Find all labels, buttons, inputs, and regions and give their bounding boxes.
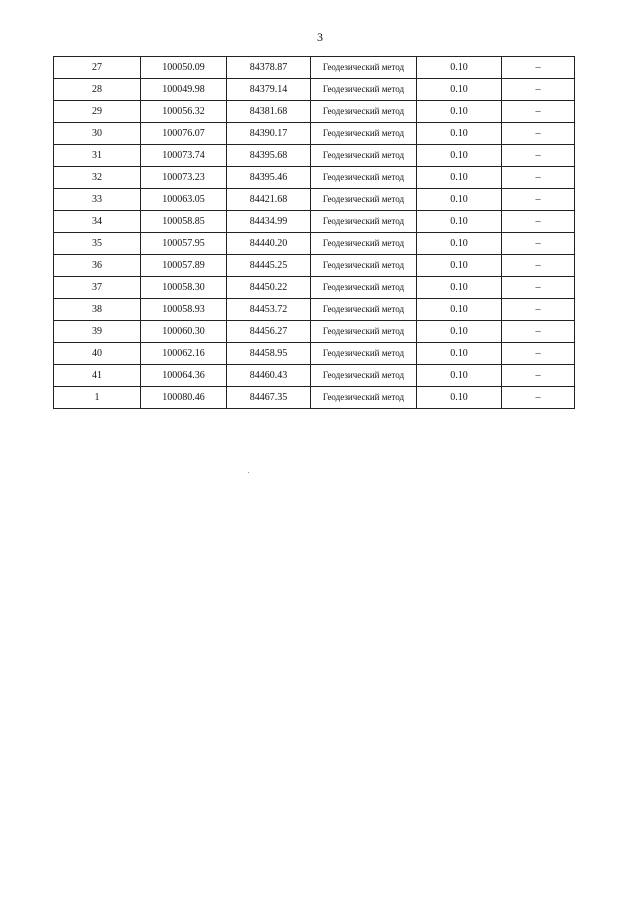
x-coordinate-cell: 100073.23 (141, 167, 227, 189)
table-row (54, 57, 575, 79)
accuracy-cell: 0.10 (417, 365, 502, 387)
note-cell: – (502, 145, 575, 167)
method-cell: Геодезический метод (311, 79, 417, 101)
note-cell: – (502, 233, 575, 255)
page-number: 3 (317, 30, 323, 44)
note-cell: – (502, 79, 575, 101)
point-number-cell: 37 (54, 277, 141, 299)
accuracy-cell: 0.10 (417, 189, 502, 211)
method-cell: Геодезический метод (311, 167, 417, 189)
y-coordinate-cell: 84445.25 (227, 255, 311, 277)
x-coordinate-cell: 100057.89 (141, 255, 227, 277)
y-coordinate-cell: 84440.20 (227, 233, 311, 255)
point-number-cell: 38 (54, 299, 141, 321)
table-row (54, 255, 575, 277)
method-cell: Геодезический метод (311, 211, 417, 233)
method-cell: Геодезический метод (311, 189, 417, 211)
y-coordinate-cell: 84390.17 (227, 123, 311, 145)
note-cell: – (502, 365, 575, 387)
point-number-cell: 27 (54, 57, 141, 79)
point-number-cell: 32 (54, 167, 141, 189)
note-cell: – (502, 123, 575, 145)
point-number-cell: 39 (54, 321, 141, 343)
point-number-cell: 30 (54, 123, 141, 145)
x-coordinate-cell: 100056.32 (141, 101, 227, 123)
method-cell: Геодезический метод (311, 255, 417, 277)
note-cell: – (502, 189, 575, 211)
x-coordinate-cell: 100060.30 (141, 321, 227, 343)
point-number-cell: 31 (54, 145, 141, 167)
note-cell: – (502, 167, 575, 189)
y-coordinate-cell: 84467.35 (227, 387, 311, 409)
point-number-cell: 41 (54, 365, 141, 387)
coordinates-table-body (54, 57, 575, 409)
point-number-cell: 29 (54, 101, 141, 123)
accuracy-cell: 0.10 (417, 79, 502, 101)
x-coordinate-cell: 100050.09 (141, 57, 227, 79)
y-coordinate-cell: 84458.95 (227, 343, 311, 365)
table-row (54, 365, 575, 387)
y-coordinate-cell: 84434.99 (227, 211, 311, 233)
y-coordinate-cell: 84378.87 (227, 57, 311, 79)
y-coordinate-cell: 84379.14 (227, 79, 311, 101)
method-cell: Геодезический метод (311, 123, 417, 145)
accuracy-cell: 0.10 (417, 123, 502, 145)
y-coordinate-cell: 84381.68 (227, 101, 311, 123)
table-row (54, 321, 575, 343)
point-number-cell: 40 (54, 343, 141, 365)
note-cell: – (502, 101, 575, 123)
accuracy-cell: 0.10 (417, 255, 502, 277)
coordinates-table (53, 56, 575, 409)
x-coordinate-cell: 100057.95 (141, 233, 227, 255)
x-coordinate-cell: 100080.46 (141, 387, 227, 409)
table-row (54, 387, 575, 409)
y-coordinate-cell: 84456.27 (227, 321, 311, 343)
table-row (54, 299, 575, 321)
method-cell: Геодезический метод (311, 101, 417, 123)
y-coordinate-cell: 84460.43 (227, 365, 311, 387)
stray-mark (248, 472, 249, 473)
point-number-cell: 1 (54, 387, 141, 409)
x-coordinate-cell: 100076.07 (141, 123, 227, 145)
table-row (54, 277, 575, 299)
accuracy-cell: 0.10 (417, 321, 502, 343)
accuracy-cell: 0.10 (417, 211, 502, 233)
note-cell: – (502, 321, 575, 343)
x-coordinate-cell: 100064.36 (141, 365, 227, 387)
x-coordinate-cell: 100049.98 (141, 79, 227, 101)
table-row (54, 123, 575, 145)
y-coordinate-cell: 84395.46 (227, 167, 311, 189)
accuracy-cell: 0.10 (417, 387, 502, 409)
method-cell: Геодезический метод (311, 387, 417, 409)
note-cell: – (502, 387, 575, 409)
y-coordinate-cell: 84395.68 (227, 145, 311, 167)
point-number-cell: 33 (54, 189, 141, 211)
accuracy-cell: 0.10 (417, 101, 502, 123)
accuracy-cell: 0.10 (417, 299, 502, 321)
method-cell: Геодезический метод (311, 321, 417, 343)
accuracy-cell: 0.10 (417, 57, 502, 79)
table-row (54, 101, 575, 123)
table-row (54, 189, 575, 211)
accuracy-cell: 0.10 (417, 277, 502, 299)
x-coordinate-cell: 100063.05 (141, 189, 227, 211)
note-cell: – (502, 277, 575, 299)
y-coordinate-cell: 84450.22 (227, 277, 311, 299)
method-cell: Геодезический метод (311, 299, 417, 321)
accuracy-cell: 0.10 (417, 233, 502, 255)
accuracy-cell: 0.10 (417, 167, 502, 189)
x-coordinate-cell: 100058.30 (141, 277, 227, 299)
note-cell: – (502, 211, 575, 233)
point-number-cell: 28 (54, 79, 141, 101)
table-row (54, 343, 575, 365)
x-coordinate-cell: 100058.93 (141, 299, 227, 321)
method-cell: Геодезический метод (311, 365, 417, 387)
method-cell: Геодезический метод (311, 277, 417, 299)
accuracy-cell: 0.10 (417, 343, 502, 365)
method-cell: Геодезический метод (311, 343, 417, 365)
method-cell: Геодезический метод (311, 57, 417, 79)
point-number-cell: 35 (54, 233, 141, 255)
note-cell: – (502, 299, 575, 321)
x-coordinate-cell: 100073.74 (141, 145, 227, 167)
x-coordinate-cell: 100062.16 (141, 343, 227, 365)
note-cell: – (502, 343, 575, 365)
method-cell: Геодезический метод (311, 145, 417, 167)
method-cell: Геодезический метод (311, 233, 417, 255)
accuracy-cell: 0.10 (417, 145, 502, 167)
y-coordinate-cell: 84453.72 (227, 299, 311, 321)
table-row (54, 233, 575, 255)
x-coordinate-cell: 100058.85 (141, 211, 227, 233)
table-row (54, 167, 575, 189)
note-cell: – (502, 255, 575, 277)
point-number-cell: 34 (54, 211, 141, 233)
note-cell: – (502, 57, 575, 79)
y-coordinate-cell: 84421.68 (227, 189, 311, 211)
table-row (54, 211, 575, 233)
table-row (54, 79, 575, 101)
table-row (54, 145, 575, 167)
point-number-cell: 36 (54, 255, 141, 277)
